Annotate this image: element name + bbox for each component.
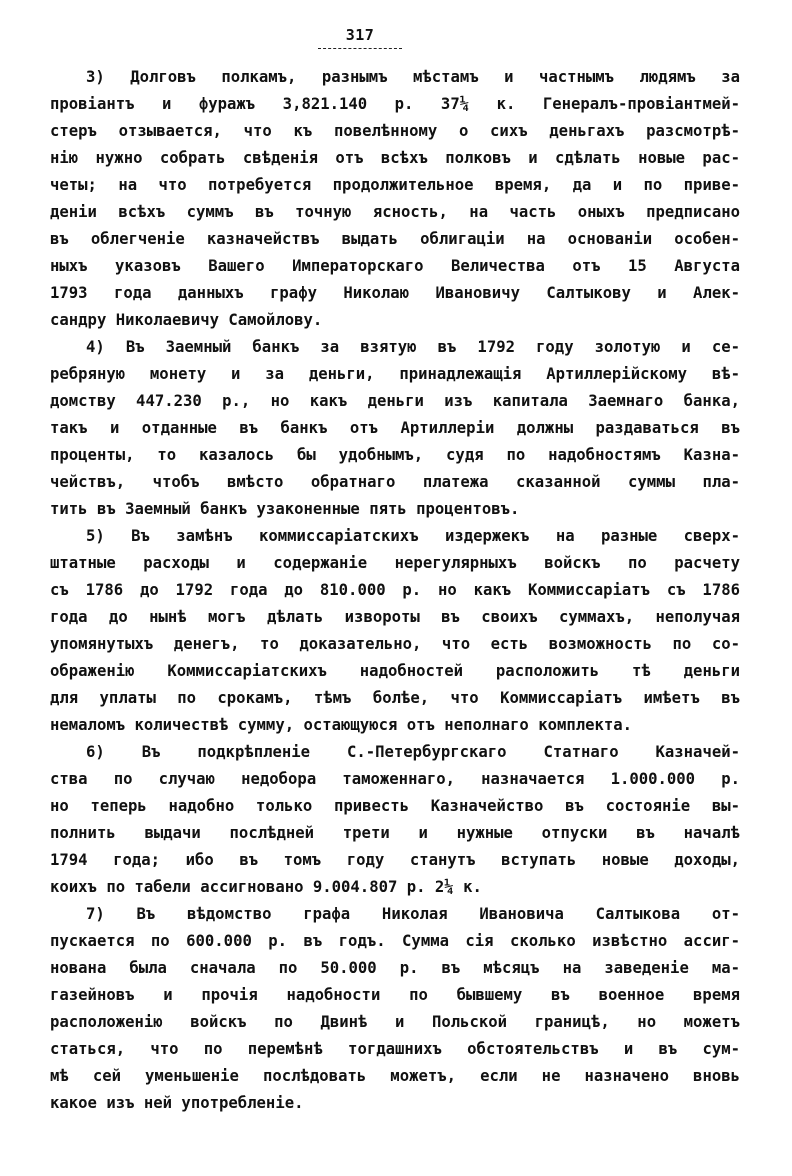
text-line: такъ и отданные въ банкъ отъ Артиллеріи должны раздаваться въ (50, 419, 740, 437)
text-line: въ облегченіе казначействъ выдать облигаціи на основаніи особен- (50, 230, 740, 248)
text-line: четы; на что потребуется продолжительное время, да и по приве- (50, 176, 740, 194)
text-line: ныхъ указовъ Вашего Императорскаго Величества отъ 15 Августа (50, 257, 740, 275)
text-line: 7) Въ вѣдомство графа Николая Ивановича Салтыкова от- (86, 905, 740, 923)
text-line: деніи всѣхъ суммъ въ точную ясность, на часть оныхъ предписано (50, 203, 740, 221)
text-line: сандру Николаевичу Самойлову. (50, 311, 323, 329)
text-line: 3) Долговъ полкамъ, разнымъ мѣстамъ и частнымъ людямъ за (86, 68, 740, 86)
paragraph (50, 739, 740, 901)
paragraph (50, 901, 740, 1117)
paragraph (50, 334, 740, 523)
text-line: какое изъ ней употребленіе. (50, 1094, 304, 1112)
text-line: полнить выдачи послѣдней трети и нужные отпуски въ началѣ (50, 824, 740, 842)
text-line: 1794 года; ибо въ томъ году станутъ вступать новые доходы, (50, 851, 740, 869)
text-line: 1793 года данныхъ графу Николаю Ивановичу Салтыкову и Алек- (50, 284, 740, 302)
text-line: стеръ отзывается, что къ повелѣнному о сихъ деньгахъ разсмотрѣ- (50, 122, 740, 140)
text-line: штатные расходы и содержаніе нерегулярныхъ войскъ по расчету (50, 554, 740, 572)
text-line: статься, что по перемѣнѣ тогдашнихъ обстоятельствъ и въ сум- (50, 1040, 740, 1058)
page-number-rule (318, 48, 402, 49)
text-line: чействъ, чтобъ вмѣсто обратнаго платежа сказанной суммы пла- (50, 473, 740, 491)
text-line: проценты, то казалось бы удобнымъ, судя по надобностямъ Казна- (50, 446, 740, 464)
text-line: пускается по 600.000 р. въ годъ. Сумма сія сколько извѣстно ассиг- (50, 932, 740, 950)
paragraph (50, 64, 740, 334)
text-line: ства по случаю недобора таможеннаго, назначается 1.000.000 р. (50, 770, 740, 788)
text-line: съ 1786 до 1792 года до 810.000 р. но какъ Коммиссаріатъ съ 1786 (50, 581, 740, 599)
text-line: провіантъ и фуражъ 3,821.140 р. 37¼ к. Генералъ-провіантмей- (50, 95, 740, 113)
text-line: расположенію войскъ по Двинѣ и Польской границѣ, но можетъ (50, 1013, 740, 1031)
text-line: года до нынѣ могъ дѣлать извороты въ своихъ суммахъ, неполучая (50, 608, 740, 626)
text-line: нована была сначала по 50.000 р. въ мѣсяцъ на заведеніе ма- (50, 959, 740, 977)
text-line: нію нужно собрать свѣденія отъ всѣхъ полковъ и сдѣлать новые рас- (50, 149, 740, 167)
document-body (50, 64, 740, 1117)
page-number: 317 (345, 26, 375, 44)
paragraph (50, 523, 740, 739)
text-line: 5) Въ замѣнъ коммиссаріатскихъ издержекъ на разные сверх- (86, 527, 740, 545)
text-line: ображенію Коммиссаріатскихъ надобностей расположить тѣ деньги (50, 662, 740, 680)
text-line: для уплаты по срокамъ, тѣмъ болѣе, что Коммиссаріатъ имѣетъ въ (50, 689, 740, 707)
text-line: 6) Въ подкрѣпленіе С.-Петербургскаго Статнаго Казначей- (86, 743, 740, 761)
text-line: коихъ по табели ассигновано 9.004.807 р. 2¼ к. (50, 878, 482, 896)
text-line: но теперь надобно только привесть Казначейство въ состояніе вы- (50, 797, 740, 815)
text-line: мѣ сей уменьшеніе послѣдовать можетъ, если не назначено вновь (50, 1067, 740, 1085)
text-line: 4) Въ Заемный банкъ за взятую въ 1792 году золотую и се- (86, 338, 740, 356)
text-line: упомянутыхъ денегъ, то доказательно, что есть возможность по со- (50, 635, 740, 653)
text-line: ребряную монету и за деньги, принадлежащія Артиллерійскому вѣ- (50, 365, 740, 383)
text-line: газейновъ и прочія надобности по бывшему въ военное время (50, 986, 740, 1004)
text-line: домству 447.230 р., но какъ деньги изъ капитала Заемнаго банка, (50, 392, 740, 410)
text-line: немаломъ количествѣ сумму, остающуюся отъ неполнаго комплекта. (50, 716, 633, 734)
text-line: тить въ Заемный банкъ узаконенные пять процентовъ. (50, 500, 520, 518)
